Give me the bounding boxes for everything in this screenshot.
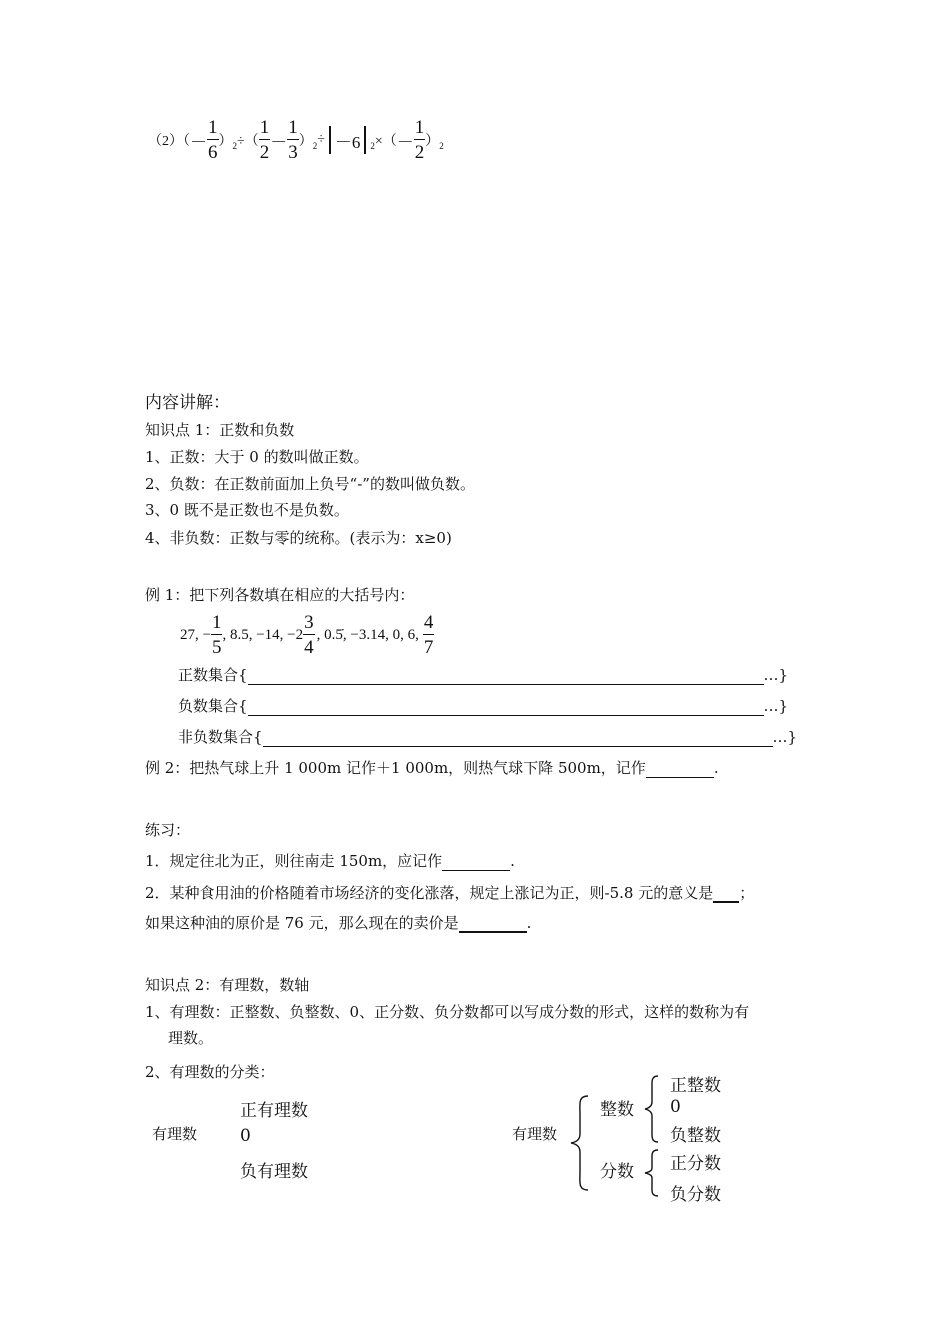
divide-sign: ÷（: [237, 134, 259, 149]
fraction-item: 正分数: [670, 1154, 721, 1174]
period: .: [713, 759, 719, 777]
abs-bar-left: [329, 126, 331, 154]
kp1-item: 4、非负数：正数与零的统称。(表示为：x≥0): [145, 529, 452, 547]
neg-sign: －: [190, 132, 207, 152]
classification-left-item: 0: [240, 1126, 251, 1146]
question-text: 如果这种油的原价是 76 元，那么现在的卖价是: [145, 914, 459, 932]
integer-item: 负整数: [670, 1126, 721, 1146]
set-label: 正数集合{: [178, 666, 248, 684]
problem-label: （2）（: [148, 134, 190, 149]
answer-blank[interactable]: [459, 916, 527, 933]
nonnegative-set-row: [178, 727, 797, 747]
answer-blank[interactable]: [248, 700, 764, 716]
kp1-item: 1、正数：大于 0 的数叫做正数。: [145, 448, 369, 466]
close-paren: ）: [298, 134, 313, 149]
answer-blank[interactable]: [646, 762, 714, 778]
classification-left-item: 正有理数: [240, 1101, 308, 1121]
kp1-title: 知识点 1：正数和负数: [145, 421, 295, 439]
question-text: 2．某种食用油的价格随着市场经济的变化涨落，规定上涨记为正，则-5.8 元的意义是: [145, 884, 714, 902]
kp2-item2: 2、有理数的分类：: [145, 1063, 275, 1081]
classification-left-root: 有理数: [152, 1125, 198, 1143]
section-title: 内容讲解：: [145, 393, 230, 413]
answer-blank[interactable]: [713, 886, 739, 903]
fraction-3-4: $\frac{3}{4}$: [304, 612, 314, 658]
answer-blank[interactable]: [248, 669, 764, 685]
answer-blank[interactable]: [442, 855, 510, 871]
positive-set-row: [178, 665, 788, 685]
times-sign: ×（: [374, 134, 397, 149]
exponent: 2: [370, 141, 375, 151]
exponent: 2: [439, 141, 444, 151]
kp2-item1: 1、有理数：正整数、负整数、0、正分数、负分数都可以写成分数的形式，这样的数称为有: [145, 1003, 750, 1021]
integer-item: 正整数: [670, 1076, 721, 1096]
set-end: …}: [763, 666, 789, 684]
exponent: 2: [312, 141, 318, 151]
close-paren: ）: [218, 134, 233, 149]
set-label: 非负数集合{: [178, 728, 263, 746]
example2: [145, 758, 719, 778]
exponent: 2: [232, 141, 237, 151]
fraction-1-6: $\frac{1}{6}$: [208, 117, 218, 163]
fraction-label: 分数: [600, 1162, 634, 1182]
fraction-item: 负分数: [670, 1185, 721, 1205]
minus-sign: －: [270, 132, 288, 152]
practice-q1: [145, 851, 515, 871]
practice-q2a: [145, 883, 754, 903]
answer-blank[interactable]: [263, 731, 773, 747]
fraction-4-7: $\frac{4}{7}$: [423, 612, 434, 658]
neg-sign: －: [396, 132, 414, 152]
practice-title: 练习：: [145, 821, 191, 839]
numbers-part: , 0.5̇, −3.14, 0, 6,: [316, 626, 419, 643]
fraction-1-3: $\frac{1}{3}$: [288, 117, 298, 163]
integer-label: 整数: [600, 1100, 634, 1120]
abs-value: －6: [334, 132, 361, 152]
classification-left-item: 负有理数: [240, 1162, 308, 1182]
classification-right-root: 有理数: [512, 1125, 558, 1143]
close-paren: ）: [425, 134, 440, 149]
brace-integer: [642, 1074, 662, 1144]
brace-root: [568, 1094, 592, 1192]
set-label: 负数集合{: [178, 697, 248, 715]
fraction-1-2: $\frac{1}{2}$: [414, 117, 425, 163]
kp1-item: 3、0 既不是正数也不是负数。: [145, 501, 349, 519]
problem-2-expression: [148, 116, 444, 164]
semicolon: ；: [739, 884, 755, 902]
kp2-title: 知识点 2：有理数，数轴: [145, 976, 310, 994]
numbers-part: 27, −: [180, 626, 211, 643]
brace-fraction: [642, 1148, 662, 1198]
abs-bar-right: [364, 126, 366, 154]
integer-item: 0: [670, 1097, 681, 1117]
example1-prompt: 例 1：把下列各数填在相应的大括号内：: [145, 586, 415, 604]
negative-set-row: [178, 696, 788, 716]
fraction-1-2: $\frac{1}{2}$: [259, 117, 270, 163]
period: .: [510, 852, 515, 870]
set-end: …}: [772, 728, 798, 746]
period: .: [526, 914, 532, 932]
kp1-item: 2、负数：在正数前面加上负号“-”的数叫做负数。: [145, 475, 475, 493]
example1-numbers: [180, 612, 434, 658]
divide-sign: ÷: [317, 132, 325, 147]
numbers-part: , 8.5, −14, −2: [222, 626, 304, 643]
kp2-item1-cont: 理数。: [168, 1029, 214, 1047]
question-text: 1．规定往北为正，则往南走 150m，应记作: [145, 852, 443, 870]
set-end: …}: [763, 697, 789, 715]
example2-text: 例 2：把热气球上升 1 000m 记作＋1 000m，则热气球下降 500m，记作: [145, 759, 646, 777]
practice-q2b: [145, 913, 531, 933]
fraction-1-5: $\frac{1}{5}$: [211, 612, 222, 658]
